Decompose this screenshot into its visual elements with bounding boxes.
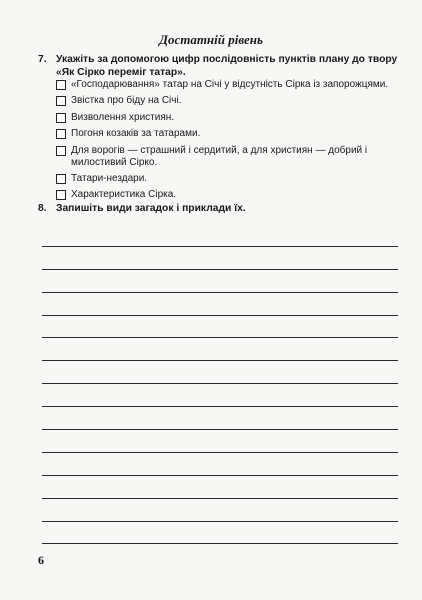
option-text: «Господарювання» татар на Січі у відсутність Сірка із запорожцями. [71,79,389,90]
task-text: Укажіть за допомогою цифр послідовність пунктів плану до твору «Як Сірко переміг татар». [56,54,398,78]
answer-line[interactable] [42,247,398,270]
answer-line[interactable] [42,407,398,430]
plan-option [56,112,396,124]
answer-checkbox[interactable] [56,113,66,123]
answer-checkbox[interactable] [56,190,66,200]
answer-line[interactable] [42,361,398,384]
answer-line[interactable] [42,476,398,499]
answer-line[interactable] [42,270,398,293]
task-text: Запишіть види загадок і приклади їх. [56,203,246,214]
option-text: Звістка про біду на Січі. [71,95,182,107]
plan-option [56,145,396,169]
option-text: Характеристика Сірка. [71,189,177,201]
answer-line[interactable] [42,316,398,339]
task-number: 8. [38,203,47,214]
plan-option [56,173,396,185]
answer-checkbox[interactable] [56,80,66,90]
answer-lines [42,224,398,544]
answer-line[interactable] [42,384,398,407]
answer-checkbox[interactable] [56,96,66,106]
answer-line[interactable] [42,338,398,361]
answer-line[interactable] [42,224,398,247]
answer-line[interactable] [42,430,398,453]
answer-line[interactable] [42,499,398,522]
option-text: Для ворогів — страшний і сердитий, а для християн — добрий і милостивий Сірко. [71,144,368,168]
option-text: Татари-нездари. [71,172,148,184]
option-text: Погоня козаків за татарами. [71,128,201,140]
answer-checkbox[interactable] [56,129,66,139]
answer-line[interactable] [42,293,398,316]
plan-option [56,128,396,140]
option-text: Визволення християн. [71,111,175,123]
answer-checkbox[interactable] [56,146,66,156]
task-number: 7. [38,54,47,65]
answer-checkbox[interactable] [56,174,66,184]
answer-line[interactable] [42,453,398,476]
page-number: 6 [38,553,44,567]
plan-option [56,95,396,107]
answer-line[interactable] [42,522,398,545]
level-title: Достатній рівень [159,32,263,47]
plan-option [56,189,396,201]
plan-options [56,79,396,206]
plan-option [56,79,396,91]
